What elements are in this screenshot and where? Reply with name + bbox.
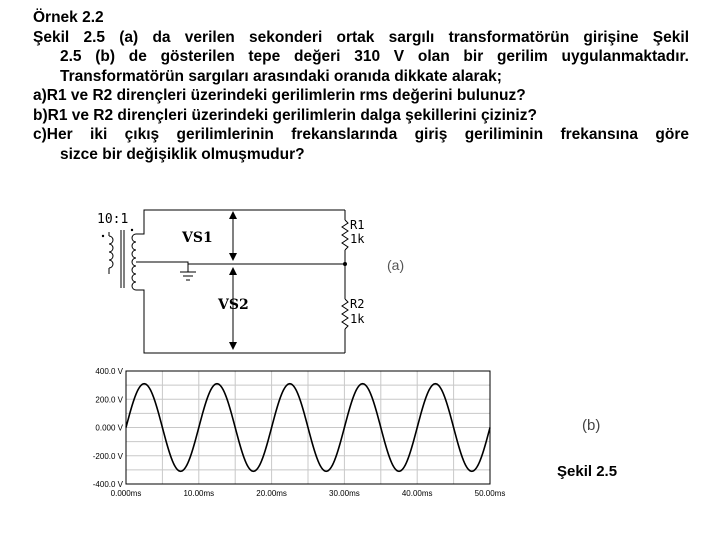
x-tick-label: 30.00ms — [329, 489, 360, 498]
chart-tick-labels — [93, 367, 506, 498]
figure-caption: Şekil 2.5 — [557, 463, 618, 480]
r2-name: R2 — [350, 297, 365, 311]
x-tick-label: 40.00ms — [401, 489, 433, 498]
y-tick-label: 200.0 V — [95, 395, 123, 405]
vs2-label: VS2 — [218, 297, 249, 313]
question-c-line-2: sizce bir değişiklik olmuşmudur? — [60, 145, 305, 163]
question-c-line-1: c)Her iki çıkış gerilimlerinin frekanslarında giriş geriliminin frekansına göre — [33, 126, 689, 143]
question-b: b)R1 ve R2 dirençleri üzerindeki gerilimlerin dalga şekillerini çiziniz? — [33, 106, 537, 124]
turns-ratio-label: 10:1 — [97, 212, 129, 227]
y-tick-label: 400.0 V — [95, 367, 123, 376]
x-tick-label: 50.00ms — [474, 489, 506, 498]
y-tick-label: -400.0 V — [92, 480, 123, 489]
vs1-label: VS1 — [182, 230, 213, 246]
x-tick-label: 20.00ms — [256, 489, 287, 498]
x-tick-label: 0.000ms — [110, 489, 142, 498]
example-title: Örnek 2.2 — [33, 9, 104, 26]
intro-line-2: 2.5 (b) de gösterilen tepe değeri 310 V olan bir gerilim uygulanmaktadır. — [60, 48, 689, 65]
question-a: a)R1 ve R2 dirençleri üzerindeki gerilimlerin rms değerini bulunuz? — [33, 87, 526, 104]
r1-name: R1 — [350, 218, 365, 232]
figure-label-b: (b) — [582, 417, 601, 434]
r2-value: 1k — [350, 312, 365, 326]
intro-line-3: Transformatörün sargıları arasındaki oranıda dikkate alarak; — [60, 67, 502, 85]
y-tick-label: -200.0 V — [92, 451, 123, 461]
y-tick-label: 0.000 V — [95, 423, 123, 433]
intro-line-1: Şekil 2.5 (a) da verilen sekonderi ortak sargılı transformatörün girişine Şekil — [33, 28, 689, 46]
r1-value: 1k — [350, 232, 365, 246]
x-tick-label: 10.00ms — [183, 489, 215, 498]
figure-label-a: (a) — [387, 257, 405, 273]
